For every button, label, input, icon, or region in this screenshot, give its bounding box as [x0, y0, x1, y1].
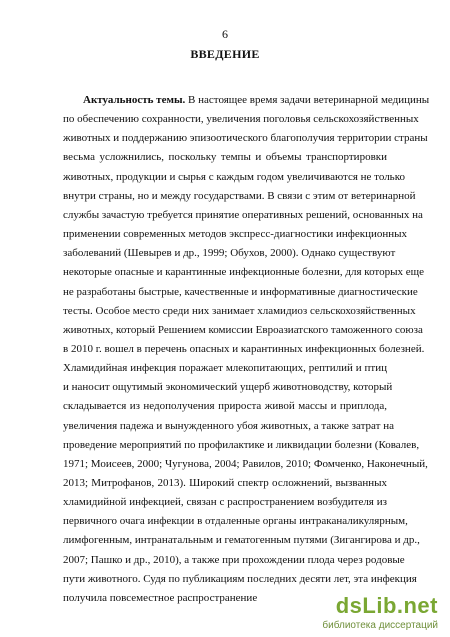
- text-line: получила повсеместное распространение: [63, 591, 258, 604]
- text-line: некоторые опасные и карантинные инфекционные болезни, для которых еще: [63, 266, 424, 279]
- text-line: в 2010 г. вошел в перечень опасных и карантинных инфекционных болезней.: [63, 342, 425, 355]
- text-line: 2013; Митрофанов, 2013). Широкий спектр осложнений, вызванных: [63, 477, 387, 489]
- text-line: первичного очага инфекции в отдаленные органы интраканаликулярным,: [63, 515, 408, 528]
- text-line: внутри страны, но и между государствами. В связи с этим от ветеринарной: [63, 189, 416, 202]
- text-line: животных, который Решением комиссии Евроазиатского таможенного союза: [63, 323, 423, 336]
- text-line: применении современных методов экспресс-диагностики инфекционных: [63, 228, 408, 241]
- text-line: складывается из недополучения прироста живой массы и приплода,: [63, 400, 387, 413]
- text-line: заболеваний (Шевырев и др., 1999; Обухов, 2000). Однако существуют: [63, 247, 396, 260]
- text-line: увеличения падежа и вынужденного убоя животных, а также затрат на: [63, 419, 394, 432]
- section-heading: ВВЕДЕНИЕ: [190, 47, 260, 61]
- text-line: по обеспечению сохранности, увеличения поголовья сельскохозяйственных: [63, 113, 419, 126]
- text-line: тесты. Особое место среди них занимает хламидиоз сельскохозяйственных: [63, 304, 416, 317]
- watermark-tagline: библиотека диссертаций: [322, 620, 438, 631]
- text-line: Хламидийная инфекция поражает млекопитающих, рептилий и птиц: [63, 362, 387, 375]
- text-line: лимфогенным, интранатальным и гематогенным путями (Зигангирова и др.,: [63, 534, 420, 547]
- text-line: 2007; Пашко и др., 2010), а также при прохождении плода через родовые: [63, 553, 405, 566]
- watermark-logo: dsLib.net: [335, 593, 438, 618]
- text-line: животных и поддержанию эпизоотического благополучия территории страны: [63, 132, 428, 145]
- page-number: 6: [222, 27, 228, 41]
- lead-bold-label: Актуальность темы.: [83, 94, 186, 106]
- text-line: проведение мероприятий по профилактике и ликвидации болезни (Ковалев,: [63, 438, 420, 451]
- text-line: [83, 93, 430, 107]
- text-line: и наносит ощутимый экономический ущерб животноводству, который: [63, 381, 393, 394]
- text-line: животных, продукции и сырья с каждым годом увеличиваются не только: [63, 170, 405, 183]
- text-line: 1971; Моисеев, 2000; Чугунова, 2004; Равилов, 2010; Фомченко, Наконечный,: [63, 457, 428, 470]
- text-line: хламидийной инфекцией, связан с распространением возбудителя из: [63, 496, 387, 509]
- watermark: [322, 593, 440, 633]
- text-line-content: В настоящее время задачи ветеринарной медицины: [185, 94, 430, 106]
- text-line: весьма усложнились, поскольку темпы и объемы транспортировки: [63, 151, 387, 164]
- text-line: службы зачастую требуется принятие оперативных решений, основанных на: [63, 208, 423, 221]
- text-line: не разработаны быстрые, качественные и информативные диагностические: [63, 285, 418, 298]
- text-line: пути животного. Судя по публикациям последних десяти лет, эта инфекция: [63, 572, 417, 585]
